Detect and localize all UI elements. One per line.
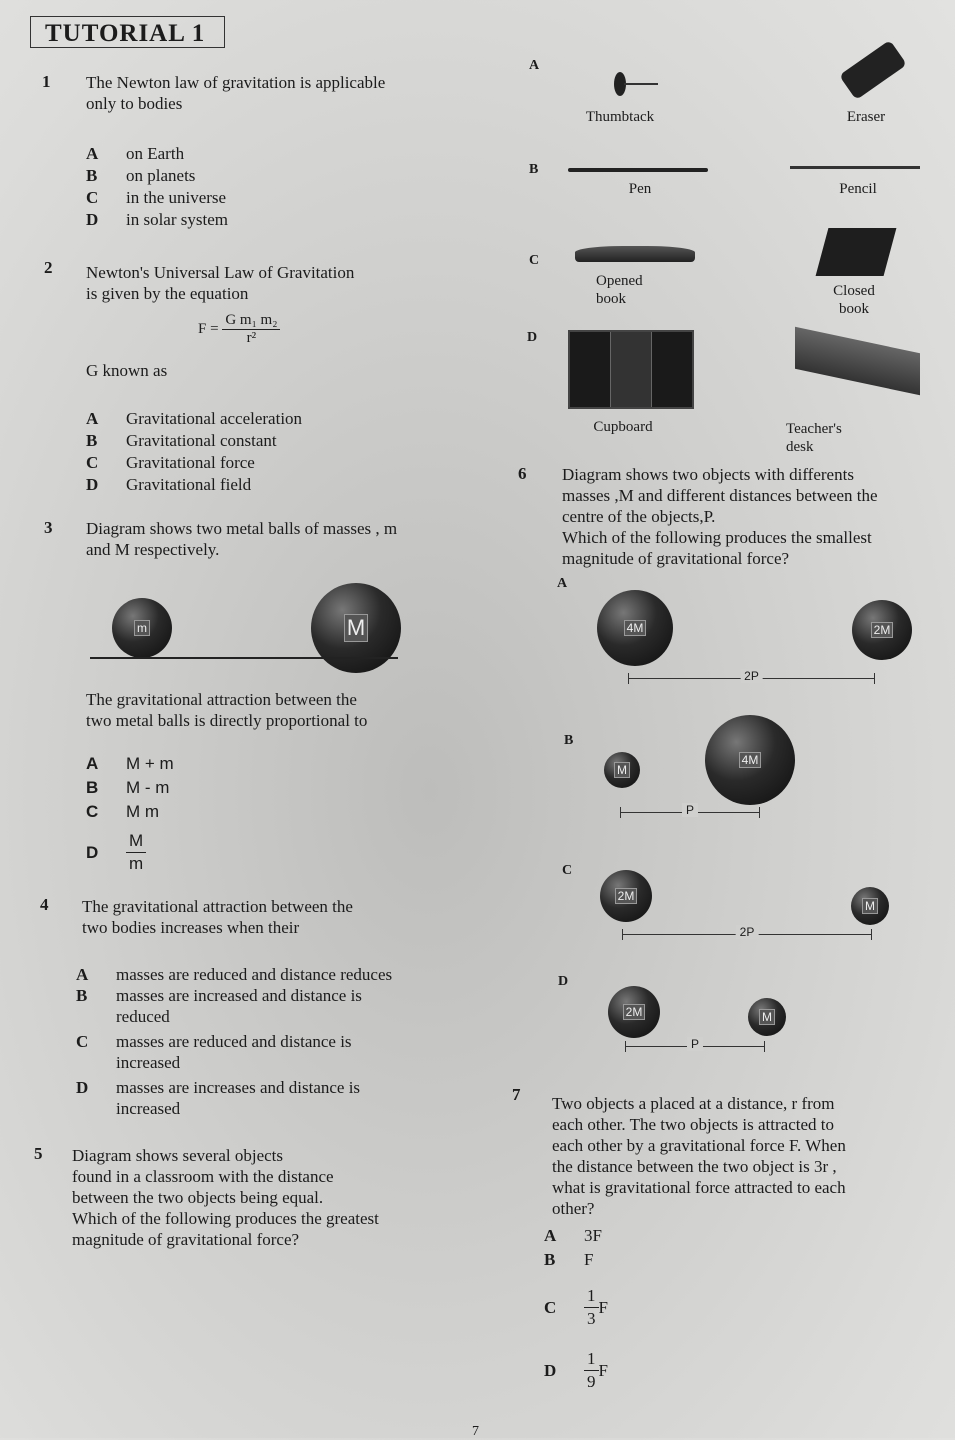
large-ball-M <box>311 583 401 673</box>
ball-label: M <box>344 614 368 642</box>
q6-option-a-letter[interactable]: A <box>557 576 568 591</box>
q5-stem-line: found in a classroom with the distance <box>72 1167 334 1186</box>
distance-label: P <box>687 1037 703 1051</box>
frac-numerator: 1 <box>584 1285 599 1308</box>
option-letter: B <box>86 166 98 185</box>
option-letter: A <box>544 1226 557 1245</box>
q7-options <box>544 1225 608 1393</box>
teachers-desk-icon <box>795 327 920 396</box>
q3-stem-line: and M respectively. <box>86 540 220 559</box>
q3-option-c[interactable] <box>86 800 174 824</box>
equation-lhs: F = <box>198 320 219 337</box>
q6a-mass-1 <box>597 590 673 666</box>
q7-stem-line: Two objects a placed at a distance, r from <box>552 1094 835 1113</box>
q7-stem-line: other? <box>552 1199 595 1218</box>
q6b-mass-1 <box>604 752 640 788</box>
option-letter: D <box>86 210 99 229</box>
option-letter: A <box>86 409 99 428</box>
q6a-distance <box>628 669 875 683</box>
q5-option-b-letter[interactable]: B <box>529 162 539 177</box>
q5-stem-line: magnitude of gravitational force? <box>72 1230 300 1249</box>
q4-stem <box>82 896 353 938</box>
distance-label: 2P <box>736 925 759 939</box>
q1-option-b[interactable] <box>86 165 228 187</box>
frac-denominator: 9 <box>587 1372 596 1391</box>
q4-option-a[interactable] <box>76 964 392 985</box>
q3-options <box>86 752 174 875</box>
q2-option-c[interactable] <box>86 452 302 474</box>
q6c-distance <box>622 925 872 939</box>
option-text: in the universe <box>126 188 227 207</box>
q6-stem-line: magnitude of gravitational force? <box>562 549 790 568</box>
q6b-distance <box>620 803 760 817</box>
option-letter: B <box>76 986 88 1005</box>
q4-options <box>76 964 392 1119</box>
option-text: Gravitational acceleration <box>126 409 303 428</box>
q1-option-d[interactable] <box>86 209 228 231</box>
q5-number: 5 <box>34 1144 43 1163</box>
option-letter: B <box>86 778 99 797</box>
q3-number: 3 <box>44 518 53 537</box>
option-letter: C <box>76 1032 89 1051</box>
q4-number: 4 <box>40 895 49 914</box>
mass-label: M <box>614 762 630 778</box>
option-text: on Earth <box>126 144 185 163</box>
pen-label: Pen <box>628 181 652 197</box>
q1-stem-line: only to bodies <box>86 94 183 113</box>
page-number: 7 <box>472 1424 479 1439</box>
option-letter: B <box>544 1250 556 1269</box>
q3-stem-line: Diagram shows two metal balls of masses , m <box>86 519 398 538</box>
q5-option-c-letter[interactable]: C <box>529 253 540 268</box>
option-text: in solar system <box>126 210 228 229</box>
q5-stem-line: Which of the following produces the greatest <box>72 1209 379 1228</box>
q1-options <box>86 143 228 231</box>
q3-option-b[interactable] <box>86 776 174 800</box>
option-text: 3F <box>584 1226 602 1245</box>
equation-numerator: G m₁ m₂ <box>222 312 280 330</box>
q2-stem-line: is given by the equation <box>86 284 249 303</box>
q5-stem-line: between the two objects being equal. <box>72 1188 324 1207</box>
q6-option-c-letter[interactable]: C <box>562 863 573 878</box>
q6c-mass-2 <box>851 887 889 925</box>
option-letter: C <box>544 1297 557 1317</box>
opened-book-icon <box>575 246 695 262</box>
q4-option-b[interactable] <box>76 985 392 1027</box>
q5-stem-line: Diagram shows several objects <box>72 1146 284 1165</box>
q1-option-a[interactable] <box>86 143 228 165</box>
q6-stem <box>562 464 878 569</box>
option-text: Gravitational field <box>126 475 252 494</box>
q2-stem <box>86 262 354 304</box>
mass-label: M <box>862 898 878 914</box>
thumbtack-label: Thumbtack <box>585 109 655 125</box>
q3-option-a[interactable] <box>86 752 174 776</box>
distance-label: 2P <box>740 669 763 683</box>
frac-numerator: M <box>126 830 146 853</box>
q7-stem-line: the distance between the two object is 3r , <box>552 1157 837 1176</box>
q1-option-c[interactable] <box>86 187 228 209</box>
option-text: M + m <box>126 754 174 773</box>
q6-stem-line: Diagram shows two objects with differents <box>562 465 854 484</box>
small-ball-m <box>112 598 172 658</box>
option-letter: A <box>76 965 89 984</box>
thumbtack-icon <box>598 70 658 96</box>
q2-after: G known as <box>86 361 168 380</box>
cupboard-label: Cupboard <box>593 419 653 435</box>
mass-label: M <box>759 1009 775 1025</box>
q5-option-a-letter[interactable]: A <box>529 58 540 73</box>
q7-option-c[interactable] <box>544 1285 608 1330</box>
q7-stem-line: each other by a gravitational force F. When <box>552 1136 846 1155</box>
q1-stem-line: The Newton law of gravitation is applicable <box>86 73 386 92</box>
q1-number: 1 <box>42 72 51 91</box>
q4-option-d[interactable] <box>76 1077 392 1119</box>
option-letter: D <box>86 842 99 862</box>
q6b-mass-2 <box>705 715 795 805</box>
q5-stem <box>72 1145 379 1250</box>
q6-stem-line: masses ,M and different distances between the <box>562 486 878 505</box>
option-letter: C <box>86 453 99 472</box>
q5-option-d-letter[interactable]: D <box>527 330 538 345</box>
eraser-label: Eraser <box>846 109 886 125</box>
option-text: increased <box>116 1053 181 1072</box>
q2-option-b[interactable] <box>86 430 302 452</box>
eraser-icon <box>839 40 907 100</box>
equation-denominator: r² <box>246 330 257 346</box>
option-letter: D <box>544 1360 557 1380</box>
option-letter: D <box>86 475 99 494</box>
option-text: masses are increased and distance is <box>116 986 362 1005</box>
option-letter: B <box>86 431 98 450</box>
q6d-distance <box>625 1037 765 1051</box>
gravitation-equation <box>198 312 280 347</box>
q6-stem-line: Which of the following produces the smallest <box>562 528 872 547</box>
mass-label: 2M <box>615 888 638 904</box>
q7-stem <box>552 1093 846 1219</box>
frac-denominator: 3 <box>587 1309 596 1328</box>
q2-option-d[interactable] <box>86 474 302 496</box>
q7-option-a[interactable] <box>544 1225 608 1247</box>
q4-stem-line: The gravitational attraction between the <box>82 897 353 916</box>
cupboard-icon <box>568 330 694 409</box>
q6a-mass-2 <box>852 600 912 660</box>
option-letter: A <box>86 144 99 163</box>
opened-book-label: Opened book <box>596 273 643 307</box>
q3-after <box>86 689 367 731</box>
q6-option-d-letter[interactable]: D <box>558 974 569 989</box>
q3-stem <box>86 518 397 560</box>
option-text: Gravitational force <box>126 453 255 472</box>
option-text: masses are reduced and distance is <box>116 1032 352 1051</box>
q3-after-line: two metal balls is directly proportional to <box>86 711 368 730</box>
option-letter: C <box>86 188 99 207</box>
pen-icon <box>568 168 708 172</box>
q3-after-line: The gravitational attraction between the <box>86 690 357 709</box>
q3-option-d[interactable] <box>86 830 174 875</box>
q6-stem-line: centre of the objects,P. <box>562 507 716 526</box>
q7-stem-line: what is gravitational force attracted to each <box>552 1178 846 1197</box>
option-text: M m <box>126 802 160 821</box>
option-text: F <box>584 1250 594 1269</box>
option-letter: A <box>86 754 99 773</box>
q2-number: 2 <box>44 258 53 277</box>
pencil-label: Pencil <box>839 181 877 197</box>
q7-option-d[interactable] <box>544 1348 608 1393</box>
option-suffix: F <box>598 1360 608 1380</box>
option-suffix: F <box>598 1297 608 1317</box>
mass-label: 4M <box>624 620 647 636</box>
q4-option-c[interactable] <box>76 1031 392 1073</box>
q7-option-b[interactable] <box>544 1249 608 1271</box>
mass-label: 2M <box>623 1004 646 1020</box>
option-text: masses are reduced and distance reduces <box>116 965 393 984</box>
q7-number: 7 <box>512 1085 521 1104</box>
ground-line <box>90 657 398 659</box>
q6c-mass-1 <box>600 870 652 922</box>
q2-stem-line: Newton's Universal Law of Gravitation <box>86 263 355 282</box>
mass-label: 2M <box>871 622 894 638</box>
option-text: masses are increases and distance is <box>116 1078 361 1097</box>
closed-book-icon <box>816 228 897 276</box>
closed-book-label: Closed book <box>833 283 875 317</box>
mass-label: 4M <box>739 752 762 768</box>
frac-denominator: m <box>129 854 144 873</box>
distance-label: P <box>682 803 698 817</box>
q6d-mass-1 <box>608 986 660 1038</box>
option-letter: C <box>86 802 99 821</box>
q6-number: 6 <box>518 464 527 483</box>
frac-numerator: 1 <box>584 1348 599 1371</box>
page-title: TUTORIAL 1 <box>30 16 225 48</box>
q1-stem <box>86 72 385 114</box>
q6-option-b-letter[interactable]: B <box>564 733 574 748</box>
option-text: increased <box>116 1099 181 1118</box>
option-text: on planets <box>126 166 196 185</box>
option-text: reduced <box>116 1007 170 1026</box>
q7-stem-line: each other. The two objects is attracted to <box>552 1115 834 1134</box>
q4-stem-line: two bodies increases when their <box>82 918 300 937</box>
teachers-desk-label: Teacher's desk <box>786 421 842 455</box>
q6d-mass-2 <box>748 998 786 1036</box>
option-text: Gravitational constant <box>126 431 277 450</box>
q2-options <box>86 408 302 496</box>
option-text: M - m <box>126 778 170 797</box>
ball-label: m <box>134 620 150 636</box>
pencil-icon <box>790 166 920 169</box>
q2-option-a[interactable] <box>86 408 302 430</box>
option-letter: D <box>76 1078 89 1097</box>
